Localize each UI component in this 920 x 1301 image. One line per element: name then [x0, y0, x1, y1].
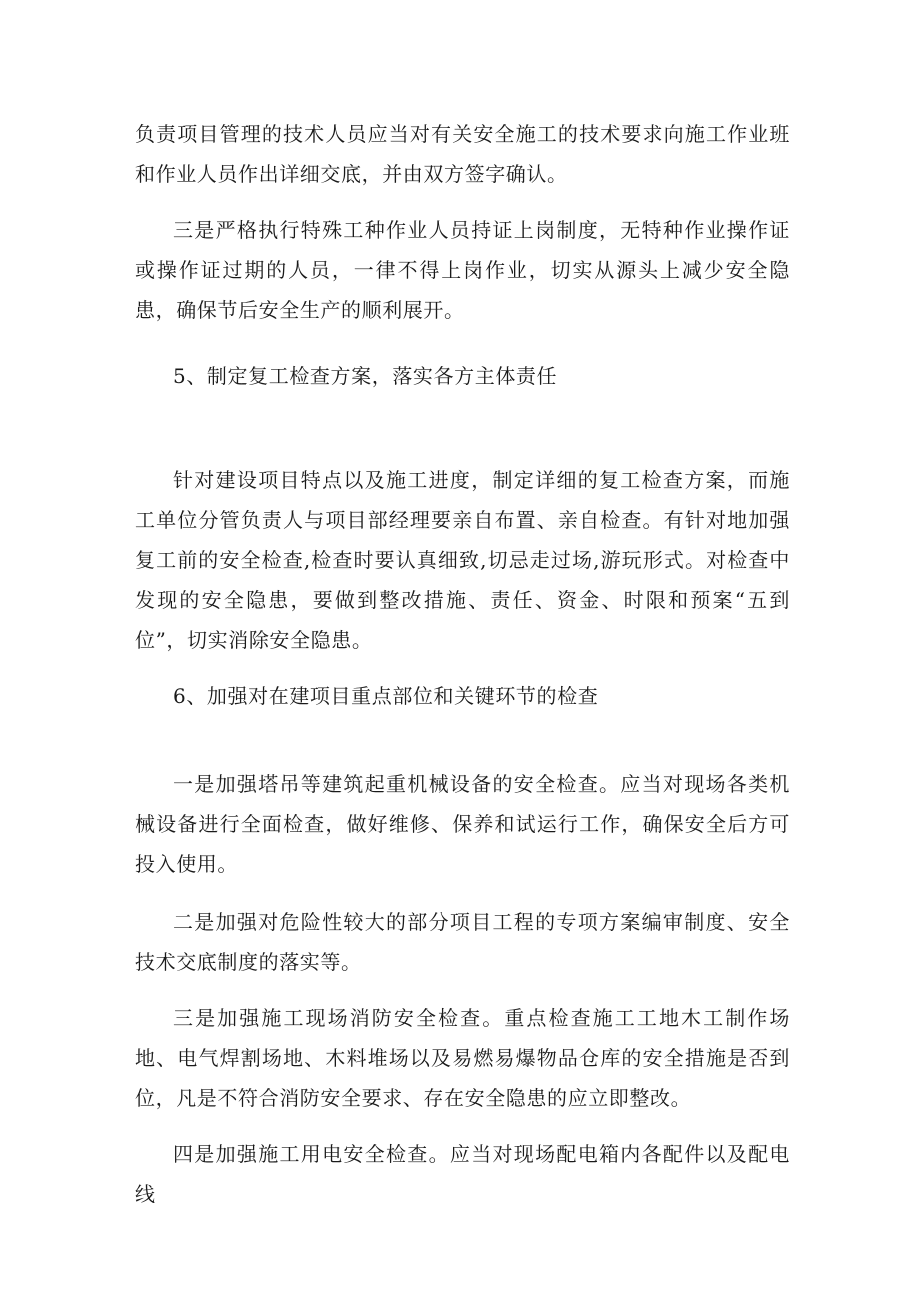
paragraph-electrical-safety: 四是加强施工用电安全检查。应当对现场配电箱内各配件以及配电线 [135, 1142, 790, 1206]
paragraph-crane-inspection: 一是加强塔吊等建筑起重机械设备的安全检查。应当对现场各类机械设备进行全面检查，做好维修、保养和试运行工作，确保安全后方可投入使用。 [135, 772, 790, 876]
paragraph-technical-briefing: 负责项目管理的技术人员应当对有关安全施工的技术要求向施工作业班和作业人员作出详细交底，并由双方签字确认。 [135, 122, 790, 186]
paragraph-fire-safety: 三是加强施工现场消防安全检查。重点检查施工工地木工制作场地、电气焊割场地、木料堆场以及易燃易爆物品仓库的安全措施是否到位，凡是不符合消防安全要求、存在安全隐患的应立即整改。 [135, 1006, 790, 1110]
paragraph-certified-workers: 三是严格执行特殊工种作业人员持证上岗制度，无特种作业操作证或操作证过期的人员，一律不得上岗作业，切实从源头上减少安全隐患，确保节后安全生产的顺利展开。 [135, 218, 790, 322]
section-heading-5: 5、制定复工检查方案，落实各方主体责任 [173, 364, 558, 388]
section-heading-6: 6、加强对在建项目重点部位和关键环节的检查 [173, 684, 599, 708]
paragraph-inspection-plan: 针对建设项目特点以及施工进度，制定详细的复工检查方案，而施工单位分管负责人与项目部经理要亲自布置、亲自检查。有针对地加强复工前的安全检查,检查时要认真细致,切忌走过场,游玩形式。对检查中发现的安全隐患，要做到整改措施、责任、资金、时限和预案“五到位”，切实消除安全隐患。 [135, 468, 790, 652]
paragraph-hazardous-projects: 二是加强对危险性较大的部分项目工程的专项方案编审制度、安全技术交底制度的落实等。 [135, 910, 790, 974]
